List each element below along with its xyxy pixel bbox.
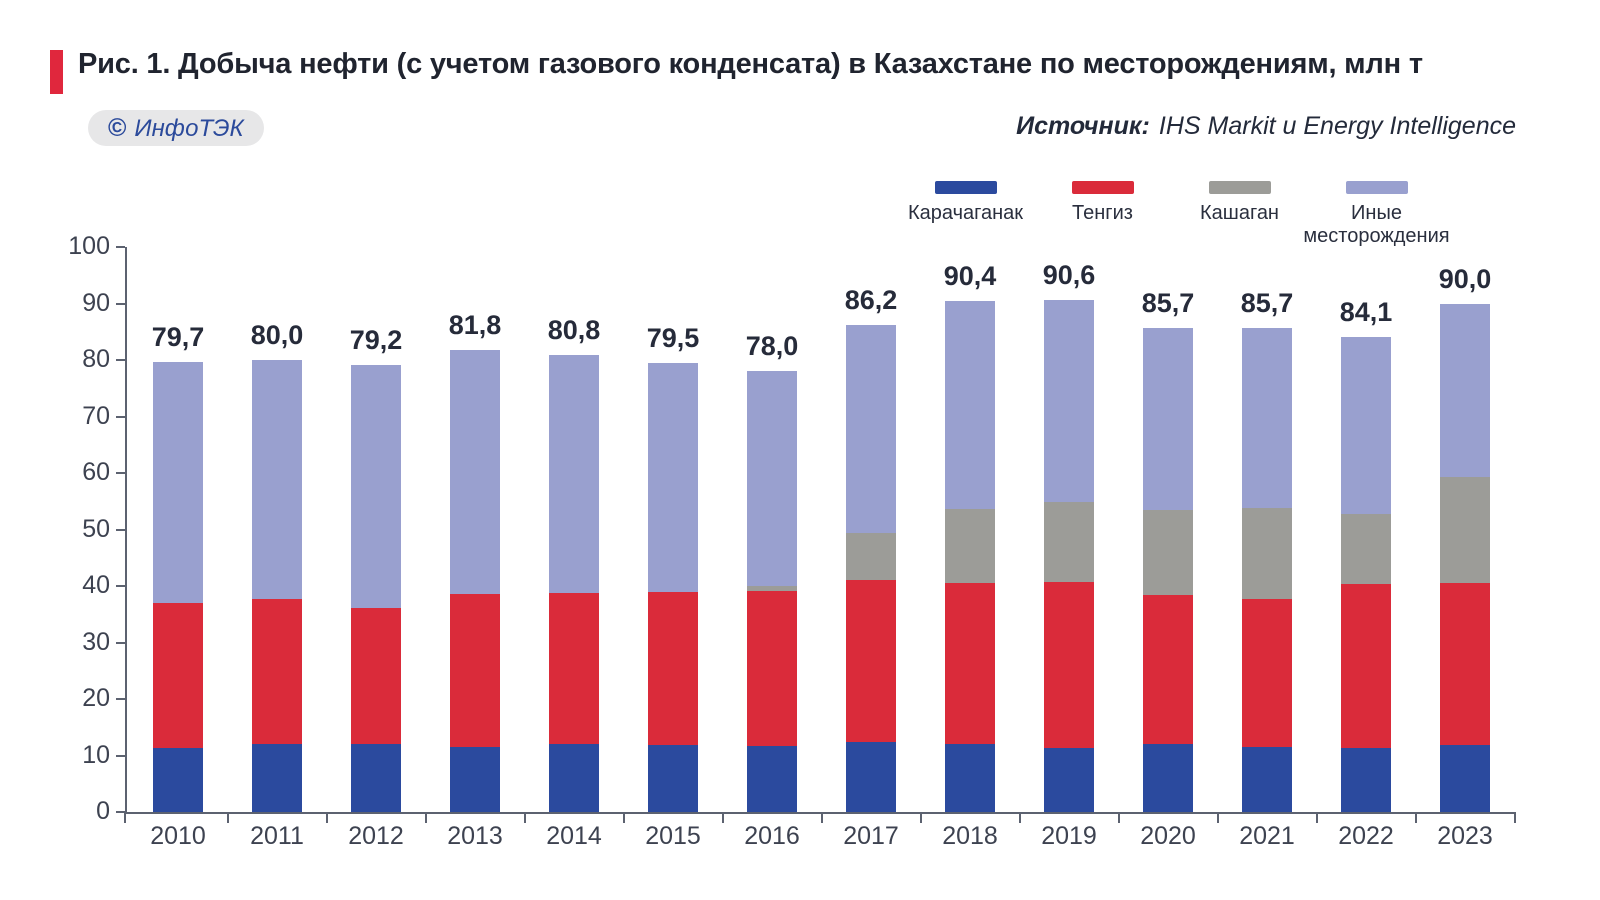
bar-segment-иные-месторождения (1341, 337, 1391, 514)
bar-segment-тенгиз (1242, 599, 1292, 747)
bar-segment-тенгиз (747, 591, 797, 746)
bar-segment-кашаган (1242, 508, 1292, 599)
x-axis-label: 2016 (744, 822, 800, 850)
bar-total-label: 81,8 (448, 309, 502, 340)
bar-total-label: 85,7 (1240, 287, 1294, 318)
bar-segment-кашаган (747, 586, 797, 591)
bar-segment-карачаганак (945, 744, 995, 812)
y-axis-tick (116, 359, 125, 361)
bar-segment-иные-месторождения (945, 301, 995, 509)
bar-total-label: 79,2 (349, 324, 403, 355)
y-axis-tick (116, 755, 125, 757)
bar-segment-карачаганак (1341, 748, 1391, 812)
x-axis-label: 2021 (1239, 822, 1295, 850)
bar-segment-карачаганак (351, 744, 401, 812)
bar-total-label: 79,5 (646, 322, 700, 353)
y-axis-tick (116, 642, 125, 644)
bar-segment-карачаганак (549, 744, 599, 812)
y-axis-tick-label: 100 (68, 232, 110, 260)
x-axis-label: 2012 (348, 822, 404, 850)
y-axis-tick (116, 698, 125, 700)
bar-segment-иные-месторождения (450, 350, 500, 594)
bar-segment-карачаганак (648, 745, 698, 812)
bar-segment-тенгиз (846, 580, 896, 742)
x-axis-label: 2017 (843, 822, 899, 850)
bar-segment-иные-месторождения (1440, 304, 1490, 477)
bar-segment-карачаганак (846, 742, 896, 812)
bar-segment-иные-месторождения (648, 363, 698, 592)
bar-segment-иные-месторождения (747, 371, 797, 586)
bar-segment-иные-месторождения (549, 355, 599, 593)
y-axis-tick-label: 50 (82, 514, 110, 543)
y-axis-tick-label: 0 (96, 797, 110, 825)
bar-segment-карачаганак (252, 744, 302, 812)
x-axis-label: 2020 (1140, 822, 1196, 850)
legend-label: Кашаган (1200, 202, 1279, 224)
bar-total-label: 90,6 (1042, 260, 1096, 291)
bar-segment-тенгиз (549, 593, 599, 743)
bar-segment-кашаган (1044, 502, 1094, 582)
y-axis-tick-label: 60 (82, 458, 110, 486)
x-axis-label: 2014 (546, 822, 602, 850)
source-label: Источник: (1016, 112, 1150, 140)
y-axis-tick-label: 80 (82, 345, 110, 373)
bar-segment-карачаганак (1044, 748, 1094, 812)
bar-segment-тенгиз (1341, 584, 1391, 748)
bar-total-label: 79,7 (151, 321, 205, 352)
bar-segment-иные-месторождения (153, 362, 203, 603)
bar-total-label: 90,4 (943, 261, 997, 292)
x-axis-label: 2011 (250, 822, 304, 850)
x-axis-label: 2018 (942, 822, 998, 850)
y-axis-tick (116, 529, 125, 531)
y-axis-tick-label: 40 (82, 571, 110, 599)
bar-segment-карачаганак (153, 748, 203, 812)
y-axis-tick (116, 246, 125, 248)
y-axis-tick-label: 20 (82, 684, 110, 712)
bar-total-label: 80,0 (250, 320, 304, 350)
bar-segment-тенгиз (252, 599, 302, 744)
bar-segment-иные-месторождения (1143, 328, 1193, 510)
bar-segment-тенгиз (153, 603, 203, 748)
bar-segment-кашаган (945, 509, 995, 582)
x-axis-label: 2023 (1437, 822, 1493, 850)
bar-segment-кашаган (1341, 514, 1391, 583)
y-axis-tick-label: 90 (82, 288, 110, 317)
bar-segment-тенгиз (450, 594, 500, 747)
bar-segment-тенгиз (648, 592, 698, 745)
badge-label: ИнфоТЭК (134, 115, 244, 142)
bar-segment-карачаганак (1242, 747, 1292, 812)
bar-segment-карачаганак (450, 747, 500, 812)
figure-title: Рис. 1. Добыча нефти (с учетом газового конденсата) в Казахстане по месторождениям, млн т (78, 48, 1423, 80)
y-axis-tick-label: 70 (82, 401, 110, 430)
bar-total-label: 85,7 (1141, 287, 1195, 318)
y-axis-tick (116, 472, 125, 474)
bar-total-label: 84,1 (1339, 296, 1393, 327)
bar-segment-карачаганак (1440, 745, 1490, 812)
bar-segment-иные-месторождения (1242, 328, 1292, 508)
copyright-icon: © (108, 114, 127, 142)
bar-total-label: 90,0 (1438, 263, 1492, 294)
bar-segment-тенгиз (1143, 595, 1193, 744)
source-value: IHS Markit и Energy Intelligence (1158, 112, 1516, 140)
y-axis-tick (116, 416, 125, 418)
legend-label: Тенгиз (1072, 202, 1133, 224)
y-axis-tick (116, 585, 125, 587)
bar-segment-кашаган (846, 533, 896, 580)
bar-segment-кашаган (1143, 510, 1193, 595)
bar-segment-иные-месторождения (1044, 300, 1094, 502)
bar-segment-тенгиз (351, 608, 401, 744)
y-axis-tick (116, 303, 125, 305)
legend-label: Иные месторождения (1303, 202, 1450, 247)
bar-segment-тенгиз (1044, 582, 1094, 748)
bar-segment-иные-месторождения (252, 360, 302, 599)
y-axis-tick-label: 10 (82, 740, 110, 769)
bar-total-label: 86,2 (844, 284, 898, 315)
x-axis-label: 2022 (1338, 822, 1394, 850)
x-axis-label: 2010 (150, 822, 206, 850)
x-axis-label: 2015 (645, 822, 701, 850)
bar-segment-тенгиз (1440, 583, 1490, 745)
bar-segment-карачаганак (1143, 744, 1193, 812)
y-axis-tick-label: 30 (82, 627, 110, 656)
bar-segment-иные-месторождения (351, 365, 401, 609)
x-axis-label: 2019 (1041, 822, 1097, 850)
bar-segment-тенгиз (945, 583, 995, 745)
legend-label: Карачаганак (907, 202, 1024, 224)
bar-total-label: 78,0 (745, 331, 799, 362)
bar-segment-кашаган (1440, 477, 1490, 583)
x-axis-label: 2013 (447, 822, 503, 850)
bar-total-label: 80,8 (547, 315, 601, 346)
bar-segment-карачаганак (747, 746, 797, 812)
bar-segment-иные-месторождения (846, 325, 896, 533)
